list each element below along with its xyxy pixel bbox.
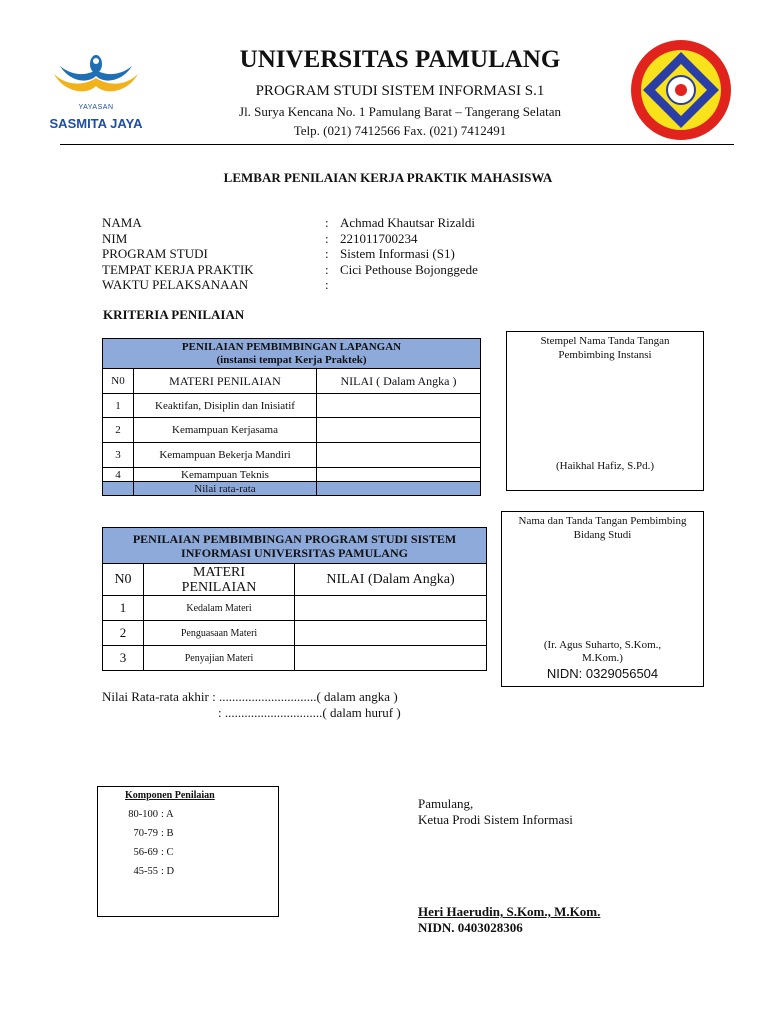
table-row bbox=[103, 596, 487, 621]
grade-range: 56-69 bbox=[133, 847, 158, 858]
average-row bbox=[103, 482, 481, 496]
score-input[interactable] bbox=[317, 418, 481, 443]
table2-col-nilai: NILAI (Dalam Angka) bbox=[295, 564, 487, 596]
kriteria-heading: KRITERIA PENILAIAN bbox=[103, 307, 245, 322]
table1-col-no: N0 bbox=[103, 369, 134, 394]
address-line: Jl. Surya Kencana No. 1 Pamulang Barat – Tangerang Selatan bbox=[239, 104, 561, 119]
table-row bbox=[103, 468, 481, 482]
grading-components-title: Komponen Penilaian bbox=[125, 790, 215, 801]
table2-col-materi-line1: MATERI bbox=[192, 564, 246, 580]
logo-brand-text: SASMITA JAYA bbox=[49, 116, 143, 131]
study-supervisor-name-line1: (Ir. Agus Suharto, S.Kom., bbox=[543, 639, 662, 651]
study-supervisor-signature-box bbox=[501, 511, 704, 687]
row-materi: Penguasaan Materi bbox=[144, 621, 295, 646]
sasmita-jaya-emblem-icon bbox=[46, 52, 146, 104]
document-title: LEMBAR PENILAIAN KERJA PRAKTIK MAHASISWA bbox=[223, 170, 553, 185]
table-row bbox=[103, 646, 487, 671]
score-input[interactable] bbox=[295, 646, 487, 671]
identity-value: Cici Pethouse Bojonggede bbox=[340, 262, 478, 277]
table2-col-materi bbox=[144, 564, 295, 596]
table-row bbox=[103, 443, 481, 468]
table1-col-materi: MATERI PENILAIAN bbox=[134, 369, 317, 394]
identity-label: PROGRAM STUDI bbox=[102, 246, 208, 261]
row-no: 3 bbox=[103, 646, 144, 671]
table-row bbox=[103, 418, 481, 443]
signer-role: Ketua Prodi Sistem Informasi bbox=[418, 812, 573, 827]
row-no: 2 bbox=[103, 621, 144, 646]
table1-title bbox=[103, 339, 481, 369]
final-score-huruf[interactable]: : ..............................( dalam huruf ) bbox=[218, 705, 401, 720]
row-materi: Kemampuan Kerjasama bbox=[134, 418, 317, 443]
field-supervisor-table bbox=[102, 338, 481, 496]
header-divider bbox=[60, 144, 734, 145]
score-input[interactable] bbox=[295, 621, 487, 646]
phone-line: Telp. (021) 7412566 Fax. (021) 7412491 bbox=[293, 123, 507, 138]
instansi-signature-box bbox=[506, 331, 704, 491]
table1-title-line2: (instansi tempat Kerja Praktek) bbox=[216, 353, 367, 366]
table2-title-line1: PENILAIAN PEMBIMBINGAN PROGRAM STUDI SISTEM bbox=[132, 531, 457, 546]
score-input[interactable] bbox=[317, 443, 481, 468]
table2-col-no: N0 bbox=[103, 564, 144, 596]
identity-colon: : bbox=[325, 246, 329, 261]
identity-label: NAMA bbox=[102, 215, 142, 230]
instansi-supervisor-name: (Haikhal Hafiz, S.Pd.) bbox=[555, 460, 655, 472]
score-input[interactable] bbox=[317, 468, 481, 482]
row-no: 2 bbox=[103, 418, 134, 443]
row-no: 4 bbox=[103, 468, 134, 482]
study-signature-title: Nama dan Tanda Tangan Pembimbing Bidang Studi bbox=[518, 515, 687, 541]
row-no: 3 bbox=[103, 443, 134, 468]
final-score-angka[interactable]: Nilai Rata-rata akhir : ..............................( dalam angka ) bbox=[102, 689, 398, 704]
logo-small-text: YAYASAN bbox=[78, 104, 114, 111]
grade-letter: : D bbox=[161, 866, 175, 877]
grade-letter: : B bbox=[161, 828, 174, 839]
average-no-cell bbox=[103, 482, 134, 496]
sasmita-jaya-logo bbox=[46, 52, 146, 136]
unpam-seal-icon bbox=[629, 38, 733, 142]
identity-colon: : bbox=[325, 231, 329, 246]
study-supervisor-name-line2: M.Kom.) bbox=[582, 652, 623, 664]
instansi-signature-title: Stempel Nama Tanda Tangan Pembimbing Instansi bbox=[540, 335, 670, 361]
grade-range: 80-100 bbox=[128, 809, 158, 820]
signer-nidn: NIDN. 0403028306 bbox=[418, 920, 523, 935]
signer-name: Heri Haerudin, S.Kom., M.Kom. bbox=[418, 904, 601, 919]
table2-title-line2: INFORMASI UNIVERSITAS PAMULANG bbox=[181, 545, 408, 560]
row-materi: Kemampuan Bekerja Mandiri bbox=[134, 443, 317, 468]
row-materi: Keaktifan, Disiplin dan Inisiatif bbox=[134, 394, 317, 418]
study-supervisor-nidn: NIDN: 0329056504 bbox=[546, 666, 659, 681]
row-no: 1 bbox=[103, 394, 134, 418]
table1-col-nilai: NILAI ( Dalam Angka ) bbox=[317, 369, 481, 394]
row-materi: Kedalam Materi bbox=[144, 596, 295, 621]
score-input[interactable] bbox=[317, 394, 481, 418]
table-row bbox=[103, 621, 487, 646]
average-score-input[interactable] bbox=[317, 482, 481, 496]
table1-title-line1: PENILAIAN PEMBIMBINGAN LAPANGAN bbox=[181, 340, 402, 353]
identity-colon: : bbox=[325, 215, 329, 230]
identity-value: Sistem Informasi (S1) bbox=[340, 246, 455, 261]
identity-value: Achmad Khautsar Rizaldi bbox=[340, 215, 476, 230]
table2-col-materi-line2: PENILAIAN bbox=[181, 579, 257, 595]
program-name: PROGRAM STUDI SISTEM INFORMASI S.1 bbox=[255, 83, 545, 99]
study-program-table bbox=[102, 527, 487, 671]
identity-value: 221011700234 bbox=[340, 231, 418, 246]
grade-letter: : C bbox=[161, 847, 174, 858]
grade-range: 70-79 bbox=[133, 828, 158, 839]
grade-range: 45-55 bbox=[133, 866, 158, 877]
row-materi: Penyajian Materi bbox=[144, 646, 295, 671]
unpam-logo bbox=[629, 38, 733, 142]
identity-colon: : bbox=[325, 262, 329, 277]
identity-label: NIM bbox=[102, 231, 128, 246]
table-row bbox=[103, 394, 481, 418]
table2-title bbox=[103, 528, 487, 564]
row-no: 1 bbox=[103, 596, 144, 621]
row-materi: Kemampuan Teknis bbox=[134, 468, 317, 482]
signature-place: Pamulang, bbox=[418, 796, 474, 811]
grade-letter: : A bbox=[161, 809, 174, 820]
score-input[interactable] bbox=[295, 596, 487, 621]
university-name: UNIVERSITAS PAMULANG bbox=[239, 46, 561, 73]
identity-label: TEMPAT KERJA PRAKTIK bbox=[102, 262, 254, 277]
average-label: Nilai rata-rata bbox=[134, 482, 317, 496]
identity-colon: : bbox=[325, 277, 329, 292]
identity-label: WAKTU PELAKSANAAN bbox=[102, 277, 249, 292]
